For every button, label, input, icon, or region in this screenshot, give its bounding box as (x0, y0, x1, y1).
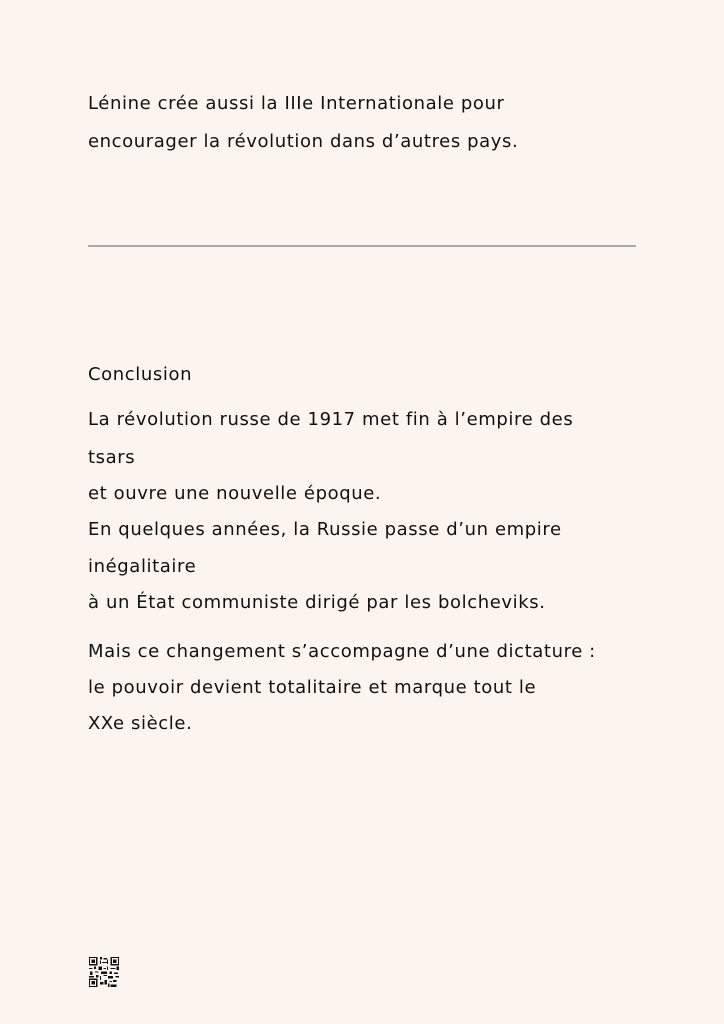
qr-code-icon (89, 957, 119, 987)
conclusion-p2-line-2: le pouvoir devient totalitaire et marque tout le (88, 677, 537, 698)
intro-line-1: Lénine crée aussi la IIIe Internationale pour (88, 93, 505, 114)
intro-line-2: encourager la révolution dans d’autres pays. (88, 131, 519, 152)
conclusion-heading: Conclusion (88, 364, 193, 385)
section-divider (88, 245, 636, 247)
conclusion-p2-line-1: Mais ce changement s’accompagne d’une dictature : (88, 641, 596, 662)
conclusion-p1-line-4: En quelques années, la Russie passe d’un empire (88, 519, 562, 540)
conclusion-p1-line-3: et ouvre une nouvelle époque. (88, 483, 382, 504)
conclusion-p1-line-2: tsars (88, 447, 136, 468)
conclusion-p1-line-6: à un État communiste dirigé par les bolcheviks. (88, 592, 546, 613)
conclusion-p1-line-1: La révolution russe de 1917 met fin à l’empire des (88, 409, 574, 430)
conclusion-p1-line-5: inégalitaire (88, 556, 197, 577)
conclusion-p2-line-3: XXe siècle. (88, 713, 193, 734)
document-page (88, 0, 648, 1024)
